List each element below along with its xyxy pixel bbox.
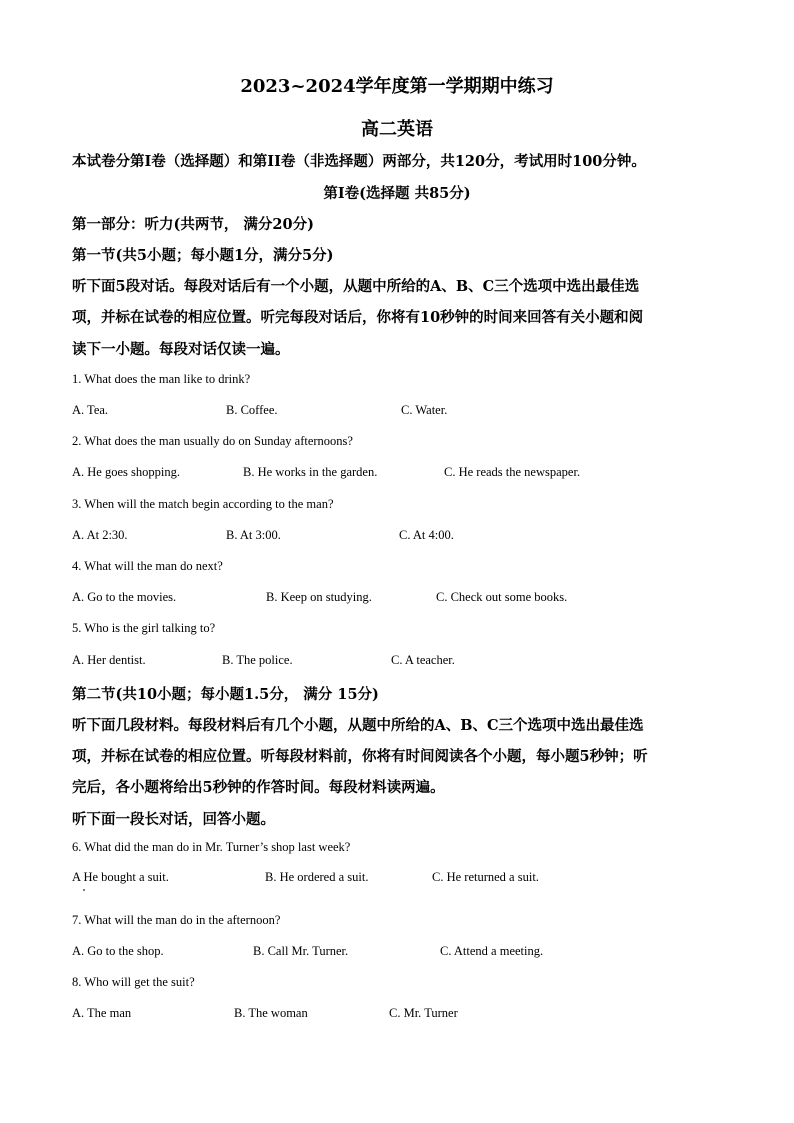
question-5-option-a: A. Her dentist. — [72, 653, 146, 667]
question-7-option-c: C. Attend a meeting. — [440, 944, 544, 958]
question-8-option-c: C. Mr. Turner — [389, 1006, 458, 1020]
question-4-option-c: C. Check out some books. — [436, 590, 568, 604]
question-6-option-c: C. He returned a suit. — [432, 870, 539, 884]
question-7-option-b: B. Call Mr. Turner. — [253, 944, 349, 958]
question-2-option-a: A. He goes shopping. — [72, 465, 180, 479]
question-8-option-b: B. The woman — [234, 1006, 308, 1020]
question-4-option-b: B. Keep on studying. — [266, 590, 372, 604]
question-1-stem: 1. What does the man like to drink? — [72, 372, 251, 386]
subsection1-instruction-line1: 听下面5段对话。每段对话后有一个小题，从题中所给的A、B、C三个选项中选出最佳选 — [72, 278, 640, 295]
question-5-option-b: B. The police. — [222, 653, 293, 667]
question-5-option-c: C. A teacher. — [391, 653, 455, 667]
long-dialog-instruction: 听下面一段长对话，回答小题。 — [72, 811, 275, 828]
listening-section-title: 第一部分：听力(共两节， 满分20分) — [72, 216, 314, 233]
question-6-option-b: B. He ordered a suit. — [265, 870, 369, 884]
subsection2-instruction-line3: 完后，各小题将给出5秒钟的作答时间。每段材料读两遍。 — [72, 779, 445, 796]
question-5-stem: 5. Who is the girl talking to? — [72, 621, 216, 635]
question-4-option-a: A. Go to the movies. — [72, 590, 177, 604]
question-7-stem: 7. What will the man do in the afternoon? — [72, 913, 281, 927]
question-3-stem: 3. When will the match begin according to the man? — [72, 497, 334, 511]
subsection2-title: 第二节(共10小题；每小题1.5分， 满分 15分) — [72, 686, 379, 703]
subsection1-instruction-line2: 项，并标在试卷的相应位置。听完每段对话后，你将有10秒钟的时间来回答有关小题和阅 — [72, 309, 644, 326]
question-4-stem: 4. What will the man do next? — [72, 559, 223, 573]
exam-subject: 高二英语 — [361, 119, 433, 140]
part1-heading: 第I卷(选择题 共85分) — [323, 185, 471, 202]
exam-intro: 本试卷分第I卷（选择题）和第II卷（非选择题）两部分，共120分，考试用时100分钟。 — [72, 153, 646, 170]
question-1-option-a: A. Tea. — [72, 403, 109, 417]
question-7-option-a: A. Go to the shop. — [72, 944, 164, 958]
question-6-option-a: A He bought a suit. — [72, 870, 169, 884]
question-3-option-b: B. At 3:00. — [226, 528, 281, 542]
question-2-option-c: C. He reads the newspaper. — [444, 465, 581, 479]
subsection1-title: 第一节(共5小题；每小题1分，满分5分) — [72, 247, 334, 264]
question-1-option-b: B. Coffee. — [226, 403, 278, 417]
question-2-stem: 2. What does the man usually do on Sunday afternoons? — [72, 434, 353, 448]
question-1-option-c: C. Water. — [401, 403, 448, 417]
subsection1-instruction-line3: 读下一小题。每段对话仅读一遍。 — [72, 341, 290, 358]
subsection2-instruction-line2: 项，并标在试卷的相应位置。听每段材料前，你将有时间阅读各个小题，每小题5秒钟；听 — [72, 748, 648, 765]
exam-title: 2023~2024学年度第一学期期中练习 — [240, 76, 554, 97]
question-2-option-b: B. He works in the garden. — [243, 465, 378, 479]
subsection2-instruction-line1: 听下面几段材料。每段材料后有几个小题，从题中所给的A、B、C三个选项中选出最佳选 — [72, 717, 644, 734]
stray-dot-mark — [83, 889, 85, 891]
question-3-option-c: C. At 4:00. — [399, 528, 454, 542]
question-8-stem: 8. Who will get the suit? — [72, 975, 195, 989]
question-8-option-a: A. The man — [72, 1006, 132, 1020]
question-6-stem: 6. What did the man do in Mr. Turner’s shop last week? — [72, 840, 351, 854]
question-3-option-a: A. At 2:30. — [72, 528, 128, 542]
